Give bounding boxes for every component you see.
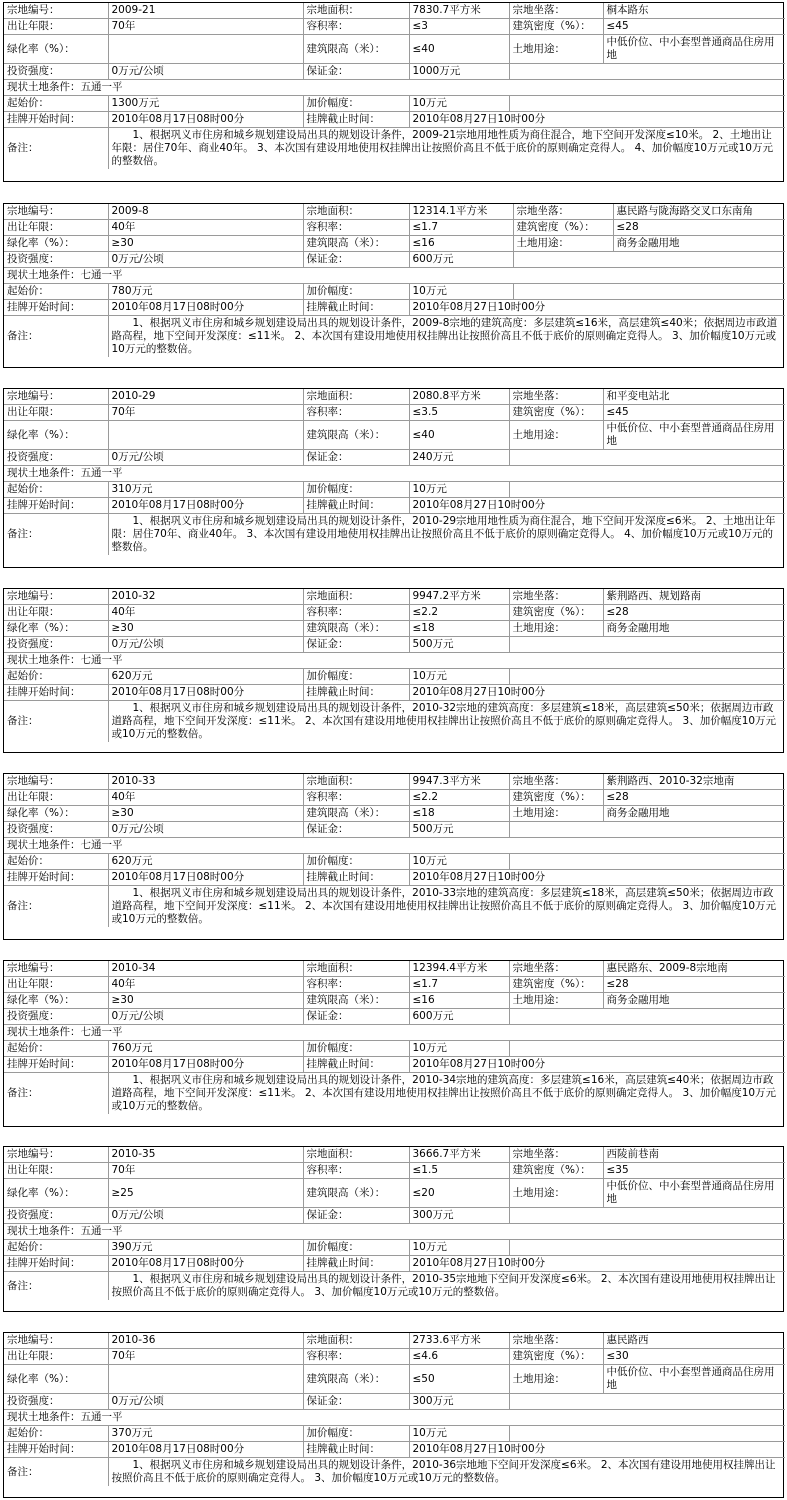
label-deposit: 保证金： (303, 64, 409, 80)
label-id: 宗地编号： (4, 1147, 108, 1163)
empty-cell (509, 637, 785, 653)
label-height: 建筑限高（米）： (303, 1365, 409, 1394)
parcel-far: ≤1.7 (409, 977, 509, 993)
label-height: 建筑限高（米）： (303, 35, 409, 64)
parcel-id: 2010-34 (108, 961, 303, 977)
parcel-table (4, 389, 785, 555)
label-green: 绿化率（%）： (4, 421, 108, 450)
label-term: 出让年限： (4, 220, 108, 236)
label-start-price: 起始价： (4, 669, 108, 685)
label-height: 建筑限高（米）： (303, 421, 409, 450)
parcel-invest: 0万元/公顷 (108, 1394, 303, 1410)
parcel-start-price: 620万元 (108, 854, 303, 870)
parcel-term: 70年 (108, 1349, 303, 1365)
parcel-deposit: 300万元 (409, 1394, 509, 1410)
empty-cell (509, 669, 785, 685)
parcel-use: 中低价位、中小套型普通商品住房用地 (603, 35, 785, 64)
label-location: 宗地坐落： (509, 1333, 603, 1349)
label-density: 建筑密度（%）： (509, 19, 603, 35)
label-increment: 加价幅度： (303, 669, 409, 685)
parcel-far: ≤4.6 (409, 1349, 509, 1365)
parcel-condition: 现状土地条件：七通一平 (4, 653, 785, 669)
label-listing-end: 挂牌截止时间： (303, 1442, 409, 1458)
label-use: 土地用途： (509, 35, 603, 64)
parcel-remarks: 1、根据巩义市住房和城乡规划建设局出具的规划设计条件，2010-36宗地地下空间开发深度≤6米。 2、本次国有建设用地使用权挂牌出让按照价高且不低于底价的原则确定竞得人。 3、加价幅度10万元或10万元的整数倍。 (108, 1458, 785, 1487)
parcel-term: 40年 (108, 790, 303, 806)
parcel-condition: 现状土地条件：五通一平 (4, 466, 785, 482)
label-use: 土地用途： (509, 621, 603, 637)
parcel-area: 9947.3平方米 (409, 774, 509, 790)
parcel-use: 商务金融用地 (603, 993, 785, 1009)
label-start-price: 起始价： (4, 1426, 108, 1442)
label-listing-end: 挂牌截止时间： (303, 300, 409, 316)
parcel-start-price: 370万元 (108, 1426, 303, 1442)
parcel-id: 2010-35 (108, 1147, 303, 1163)
label-density: 建筑密度（%）： (509, 405, 603, 421)
label-start-price: 起始价： (4, 1240, 108, 1256)
parcel-increment: 10万元 (409, 284, 513, 300)
label-increment: 加价幅度： (303, 854, 409, 870)
parcel-height: ≤16 (409, 993, 509, 1009)
label-invest: 投资强度： (4, 822, 108, 838)
parcel-start-price: 620万元 (108, 669, 303, 685)
label-use: 土地用途： (509, 1365, 603, 1394)
label-far: 容积率： (303, 977, 409, 993)
parcel-increment: 10万元 (409, 854, 509, 870)
parcel-location: 桐本路东 (603, 3, 785, 19)
label-area: 宗地面积： (303, 204, 409, 220)
label-remarks: 备注： (4, 128, 108, 170)
parcel-use: 中低价位、中小套型普通商品住房用地 (603, 1179, 785, 1208)
parcel-area: 9947.2平方米 (409, 589, 509, 605)
label-green: 绿化率（%）： (4, 1179, 108, 1208)
parcel-deposit: 240万元 (409, 450, 509, 466)
parcel-density: ≤35 (603, 1163, 785, 1179)
label-remarks: 备注： (4, 514, 108, 556)
parcel-listing-end: 2010年08月27日10时00分 (409, 112, 785, 128)
label-remarks: 备注： (4, 886, 108, 928)
parcel-increment: 10万元 (409, 1240, 509, 1256)
label-area: 宗地面积： (303, 961, 409, 977)
parcel-height: ≤18 (409, 621, 509, 637)
parcel-location: 西陵前巷南 (603, 1147, 785, 1163)
parcel-location: 惠民路与陇海路交叉口东南角 (613, 204, 785, 220)
empty-cell (509, 96, 785, 112)
empty-cell (509, 1240, 785, 1256)
empty-cell (509, 1208, 785, 1224)
parcel-location: 紫荆路西、2010-32宗地南 (603, 774, 785, 790)
label-invest: 投资强度： (4, 252, 108, 268)
label-green: 绿化率（%）： (4, 35, 108, 64)
label-listing-start: 挂牌开始时间： (4, 112, 108, 128)
parcel-term: 40年 (108, 220, 303, 236)
label-listing-end: 挂牌截止时间： (303, 1057, 409, 1073)
label-id: 宗地编号： (4, 204, 108, 220)
parcel-start-price: 760万元 (108, 1041, 303, 1057)
parcel-start-price: 310万元 (108, 482, 303, 498)
parcel-id: 2010-32 (108, 589, 303, 605)
parcel-green: ≥30 (108, 236, 303, 252)
parcel-condition: 现状土地条件：五通一平 (4, 1224, 785, 1240)
parcel-id: 2010-36 (108, 1333, 303, 1349)
label-listing-start: 挂牌开始时间： (4, 498, 108, 514)
parcel-block (3, 388, 784, 568)
parcel-green: ≥30 (108, 993, 303, 1009)
empty-cell (513, 252, 785, 268)
label-use: 土地用途： (509, 993, 603, 1009)
parcel-use: 中低价位、中小套型普通商品住房用地 (603, 1365, 785, 1394)
parcel-increment: 10万元 (409, 1041, 509, 1057)
parcel-condition: 现状土地条件：七通一平 (4, 268, 785, 284)
parcel-invest: 0万元/公顷 (108, 637, 303, 653)
label-invest: 投资强度： (4, 450, 108, 466)
parcel-increment: 10万元 (409, 482, 509, 498)
label-id: 宗地编号： (4, 389, 108, 405)
label-green: 绿化率（%）： (4, 621, 108, 637)
parcel-height: ≤20 (409, 1179, 509, 1208)
label-term: 出让年限： (4, 605, 108, 621)
parcel-id: 2010-29 (108, 389, 303, 405)
label-far: 容积率： (303, 790, 409, 806)
label-height: 建筑限高（米）： (303, 621, 409, 637)
parcel-far: ≤2.2 (409, 605, 509, 621)
parcel-use: 商务金融用地 (603, 621, 785, 637)
empty-cell (509, 1009, 785, 1025)
label-deposit: 保证金： (303, 1208, 409, 1224)
label-term: 出让年限： (4, 405, 108, 421)
label-density: 建筑密度（%）： (509, 1163, 603, 1179)
parcel-block (3, 773, 784, 940)
parcel-table (4, 589, 785, 742)
parcel-height: ≤40 (409, 35, 509, 64)
label-green: 绿化率（%）： (4, 1365, 108, 1394)
parcel-block (3, 588, 784, 753)
label-id: 宗地编号： (4, 774, 108, 790)
parcel-id: 2010-33 (108, 774, 303, 790)
parcel-listing-end: 2010年08月27日10时00分 (409, 1256, 785, 1272)
label-density: 建筑密度（%）： (509, 977, 603, 993)
empty-cell (509, 1426, 785, 1442)
parcel-area: 2733.6平方米 (409, 1333, 509, 1349)
parcel-increment: 10万元 (409, 96, 509, 112)
parcel-listing-start: 2010年08月17日08时00分 (108, 300, 303, 316)
parcel-use: 中低价位、中小套型普通商品住房用地 (603, 421, 785, 450)
label-term: 出让年限： (4, 19, 108, 35)
label-listing-end: 挂牌截止时间： (303, 1256, 409, 1272)
parcel-table (4, 774, 785, 927)
label-height: 建筑限高（米）： (303, 1179, 409, 1208)
parcel-density: ≤30 (603, 1349, 785, 1365)
label-invest: 投资强度： (4, 637, 108, 653)
label-listing-start: 挂牌开始时间： (4, 870, 108, 886)
label-deposit: 保证金： (303, 252, 409, 268)
parcel-block (3, 1332, 784, 1498)
parcel-increment: 10万元 (409, 1426, 509, 1442)
parcel-remarks: 1、根据巩义市住房和城乡规划建设局出具的规划设计条件，2009-21宗地用地性质为商住混合，地下空间开发深度≤10米。 2、土地出让年限：居住70年、商业40年。 3、本次国有建设用地使用权挂牌出让按照价高且不低于底价的原则确定竞得人。 4、加价幅度10万元或10万元的整数倍。 (108, 128, 785, 170)
parcel-use: 商务金融用地 (603, 806, 785, 822)
parcel-area: 2080.8平方米 (409, 389, 509, 405)
label-far: 容积率： (303, 19, 409, 35)
parcel-green (108, 35, 303, 64)
parcel-remarks: 1、根据巩义市住房和城乡规划建设局出具的规划设计条件，2010-34宗地的建筑高度：多层建筑≤16米，高层建筑≤40米；依据周边市政道路高程，地下空间开发深度：≤11米。 2、本次国有建设用地使用权挂牌出让按照价高且不低于底价的原则确定竞得人。 3、加价幅度10万元或10万元的整数倍。 (108, 1073, 785, 1115)
parcel-location: 紫荆路西、规划路南 (603, 589, 785, 605)
parcel-density: ≤28 (603, 790, 785, 806)
label-area: 宗地面积： (303, 389, 409, 405)
parcel-invest: 0万元/公顷 (108, 1009, 303, 1025)
label-use: 土地用途： (513, 236, 613, 252)
parcel-height: ≤50 (409, 1365, 509, 1394)
parcel-far: ≤3 (409, 19, 509, 35)
empty-cell (509, 482, 785, 498)
label-remarks: 备注： (4, 1458, 108, 1487)
parcel-listing-end: 2010年08月27日10时00分 (409, 1057, 785, 1073)
label-far: 容积率： (303, 1163, 409, 1179)
label-term: 出让年限： (4, 790, 108, 806)
parcel-table (4, 961, 785, 1114)
parcel-listing-start: 2010年08月17日08时00分 (108, 685, 303, 701)
parcel-block (3, 2, 784, 182)
parcel-listing-end: 2010年08月27日10时00分 (409, 685, 785, 701)
parcel-green (108, 1365, 303, 1394)
parcel-location: 惠民路东、2009-8宗地南 (603, 961, 785, 977)
label-remarks: 备注： (4, 1073, 108, 1115)
parcel-block (3, 203, 784, 368)
label-use: 土地用途： (509, 1179, 603, 1208)
label-listing-end: 挂牌截止时间： (303, 870, 409, 886)
parcel-remarks: 1、根据巩义市住房和城乡规划建设局出具的规划设计条件，2009-8宗地的建筑高度：多层建筑≤16米，高层建筑≤40米；依据周边市政道路高程，地下空间开发深度：≤11米。 2、本次国有建设用地使用权挂牌出让按照价高且不低于底价的原则确定竞得人。 3、加价幅度10万元或10万元的整数倍。 (108, 316, 785, 358)
parcel-table (4, 1333, 785, 1486)
parcel-invest: 0万元/公顷 (108, 1208, 303, 1224)
label-listing-start: 挂牌开始时间： (4, 685, 108, 701)
parcel-listing-start: 2010年08月17日08时00分 (108, 1442, 303, 1458)
empty-cell (509, 450, 785, 466)
label-listing-end: 挂牌截止时间： (303, 498, 409, 514)
parcel-term: 40年 (108, 605, 303, 621)
parcel-deposit: 500万元 (409, 822, 509, 838)
parcel-block (3, 1146, 784, 1312)
label-listing-start: 挂牌开始时间： (4, 300, 108, 316)
label-area: 宗地面积： (303, 1333, 409, 1349)
label-listing-end: 挂牌截止时间： (303, 685, 409, 701)
parcel-start-price: 1300万元 (108, 96, 303, 112)
parcel-green: ≥25 (108, 1179, 303, 1208)
parcel-height: ≤18 (409, 806, 509, 822)
label-far: 容积率： (303, 1349, 409, 1365)
parcel-use: 商务金融用地 (613, 236, 785, 252)
label-term: 出让年限： (4, 1349, 108, 1365)
parcel-remarks: 1、根据巩义市住房和城乡规划建设局出具的规划设计条件，2010-32宗地的建筑高度：多层建筑≤18米，高层建筑≤50米；依据周边市政道路高程，地下空间开发深度：≤11米。 2、本次国有建设用地使用权挂牌出让按照价高且不低于底价的原则确定竞得人。 3、加价幅度10万元或10万元的整数倍。 (108, 701, 785, 743)
parcel-listing-end: 2010年08月27日10时00分 (409, 1442, 785, 1458)
label-increment: 加价幅度： (303, 1041, 409, 1057)
label-area: 宗地面积： (303, 774, 409, 790)
label-start-price: 起始价： (4, 482, 108, 498)
parcel-remarks: 1、根据巩义市住房和城乡规划建设局出具的规划设计条件，2010-29宗地用地性质为商住混合，地下空间开发深度≤6米。 2、土地出让年限：居住70年、商业40年。 3、本次国有建设用地使用权挂牌出让按照价高且不低于底价的原则确定竞得人。 4、加价幅度10万元或10万元的整数倍。 (108, 514, 785, 556)
label-term: 出让年限： (4, 1163, 108, 1179)
parcel-table (4, 1147, 785, 1300)
parcel-listing-end: 2010年08月27日10时00分 (409, 498, 785, 514)
label-remarks: 备注： (4, 701, 108, 743)
parcel-area: 12394.4平方米 (409, 961, 509, 977)
label-deposit: 保证金： (303, 450, 409, 466)
label-green: 绿化率（%）： (4, 806, 108, 822)
parcel-listing-start: 2010年08月17日08时00分 (108, 1256, 303, 1272)
parcel-far: ≤1.5 (409, 1163, 509, 1179)
label-height: 建筑限高（米）： (303, 236, 409, 252)
parcel-density: ≤45 (603, 405, 785, 421)
parcel-remarks: 1、根据巩义市住房和城乡规划建设局出具的规划设计条件，2010-33宗地的建筑高度：多层建筑≤18米，高层建筑≤50米；依据周边市政道路高程，地下空间开发深度：≤11米。 2、本次国有建设用地使用权挂牌出让按照价高且不低于底价的原则确定竞得人。 3、加价幅度10万元或10万元的整数倍。 (108, 886, 785, 928)
label-listing-start: 挂牌开始时间： (4, 1442, 108, 1458)
label-location: 宗地坐落： (509, 589, 603, 605)
label-start-price: 起始价： (4, 284, 108, 300)
label-start-price: 起始价： (4, 1041, 108, 1057)
parcel-area: 3666.7平方米 (409, 1147, 509, 1163)
parcel-density: ≤28 (613, 220, 785, 236)
label-far: 容积率： (303, 220, 409, 236)
parcel-term: 70年 (108, 19, 303, 35)
label-start-price: 起始价： (4, 854, 108, 870)
label-location: 宗地坐落： (509, 3, 603, 19)
label-listing-start: 挂牌开始时间： (4, 1057, 108, 1073)
parcel-condition: 现状土地条件：五通一平 (4, 80, 785, 96)
label-invest: 投资强度： (4, 1394, 108, 1410)
label-deposit: 保证金： (303, 1394, 409, 1410)
label-far: 容积率： (303, 605, 409, 621)
parcel-area: 7830.7平方米 (409, 3, 509, 19)
label-density: 建筑密度（%）： (513, 220, 613, 236)
parcel-deposit: 300万元 (409, 1208, 509, 1224)
parcel-far: ≤3.5 (409, 405, 509, 421)
parcel-invest: 0万元/公顷 (108, 252, 303, 268)
label-density: 建筑密度（%）： (509, 605, 603, 621)
label-far: 容积率： (303, 405, 409, 421)
label-location: 宗地坐落： (509, 961, 603, 977)
label-density: 建筑密度（%）： (509, 1349, 603, 1365)
label-height: 建筑限高（米）： (303, 806, 409, 822)
parcel-far: ≤1.7 (409, 220, 513, 236)
label-invest: 投资强度： (4, 64, 108, 80)
label-green: 绿化率（%）： (4, 236, 108, 252)
label-location: 宗地坐落： (513, 204, 613, 220)
label-use: 土地用途： (509, 421, 603, 450)
parcel-invest: 0万元/公顷 (108, 64, 303, 80)
parcel-listing-end: 2010年08月27日10时00分 (409, 870, 785, 886)
label-listing-end: 挂牌截止时间： (303, 112, 409, 128)
label-id: 宗地编号： (4, 589, 108, 605)
empty-cell (509, 64, 785, 80)
label-id: 宗地编号： (4, 3, 108, 19)
label-area: 宗地面积： (303, 1147, 409, 1163)
parcel-density: ≤28 (603, 977, 785, 993)
parcel-location: 和平变电站北 (603, 389, 785, 405)
parcel-remarks: 1、根据巩义市住房和城乡规划建设局出具的规划设计条件，2010-35宗地地下空间开发深度≤6米。 2、本次国有建设用地使用权挂牌出让按照价高且不低于底价的原则确定竞得人。 3、加价幅度10万元或10万元的整数倍。 (108, 1272, 785, 1301)
label-listing-start: 挂牌开始时间： (4, 1256, 108, 1272)
parcel-deposit: 600万元 (409, 252, 513, 268)
parcel-id: 2009-21 (108, 3, 303, 19)
parcel-table (4, 3, 785, 169)
label-invest: 投资强度： (4, 1009, 108, 1025)
parcel-location: 惠民路西 (603, 1333, 785, 1349)
label-id: 宗地编号： (4, 1333, 108, 1349)
parcel-id: 2009-8 (108, 204, 303, 220)
label-term: 出让年限： (4, 977, 108, 993)
parcel-condition: 现状土地条件：七通一平 (4, 1025, 785, 1041)
label-increment: 加价幅度： (303, 96, 409, 112)
parcel-deposit: 500万元 (409, 637, 509, 653)
empty-cell (509, 1041, 785, 1057)
empty-cell (509, 1394, 785, 1410)
parcel-area: 12314.1平方米 (409, 204, 513, 220)
parcel-increment: 10万元 (409, 669, 509, 685)
parcel-green (108, 421, 303, 450)
label-increment: 加价幅度： (303, 284, 409, 300)
empty-cell (513, 284, 785, 300)
label-remarks: 备注： (4, 316, 108, 358)
label-start-price: 起始价： (4, 96, 108, 112)
parcel-listing-end: 2010年08月27日10时00分 (409, 300, 785, 316)
label-location: 宗地坐落： (509, 1147, 603, 1163)
label-location: 宗地坐落： (509, 389, 603, 405)
parcel-term: 40年 (108, 977, 303, 993)
parcel-density: ≤28 (603, 605, 785, 621)
parcel-invest: 0万元/公顷 (108, 450, 303, 466)
parcel-term: 70年 (108, 1163, 303, 1179)
parcel-term: 70年 (108, 405, 303, 421)
label-area: 宗地面积： (303, 3, 409, 19)
empty-cell (509, 822, 785, 838)
parcel-density: ≤45 (603, 19, 785, 35)
label-remarks: 备注： (4, 1272, 108, 1301)
label-deposit: 保证金： (303, 637, 409, 653)
label-location: 宗地坐落： (509, 774, 603, 790)
parcel-height: ≤40 (409, 421, 509, 450)
label-height: 建筑限高（米）： (303, 993, 409, 1009)
empty-cell (509, 854, 785, 870)
parcel-deposit: 1000万元 (409, 64, 509, 80)
parcel-condition: 现状土地条件：五通一平 (4, 1410, 785, 1426)
parcel-height: ≤16 (409, 236, 513, 252)
label-id: 宗地编号： (4, 961, 108, 977)
label-area: 宗地面积： (303, 589, 409, 605)
label-increment: 加价幅度： (303, 1240, 409, 1256)
parcel-green: ≥30 (108, 621, 303, 637)
parcel-block (3, 960, 784, 1127)
parcel-green: ≥30 (108, 806, 303, 822)
parcel-far: ≤2.2 (409, 790, 509, 806)
parcel-start-price: 780万元 (108, 284, 303, 300)
parcel-condition: 现状土地条件：七通一平 (4, 838, 785, 854)
label-green: 绿化率（%）： (4, 993, 108, 1009)
parcel-start-price: 390万元 (108, 1240, 303, 1256)
parcel-listing-start: 2010年08月17日08时00分 (108, 112, 303, 128)
label-invest: 投资强度： (4, 1208, 108, 1224)
label-deposit: 保证金： (303, 822, 409, 838)
label-deposit: 保证金： (303, 1009, 409, 1025)
parcel-listing-start: 2010年08月17日08时00分 (108, 498, 303, 514)
label-increment: 加价幅度： (303, 1426, 409, 1442)
label-density: 建筑密度（%）： (509, 790, 603, 806)
label-increment: 加价幅度： (303, 482, 409, 498)
parcel-invest: 0万元/公顷 (108, 822, 303, 838)
parcel-deposit: 600万元 (409, 1009, 509, 1025)
parcel-listing-start: 2010年08月17日08时00分 (108, 1057, 303, 1073)
label-use: 土地用途： (509, 806, 603, 822)
parcel-listing-start: 2010年08月17日08时00分 (108, 870, 303, 886)
parcel-table (4, 204, 785, 357)
